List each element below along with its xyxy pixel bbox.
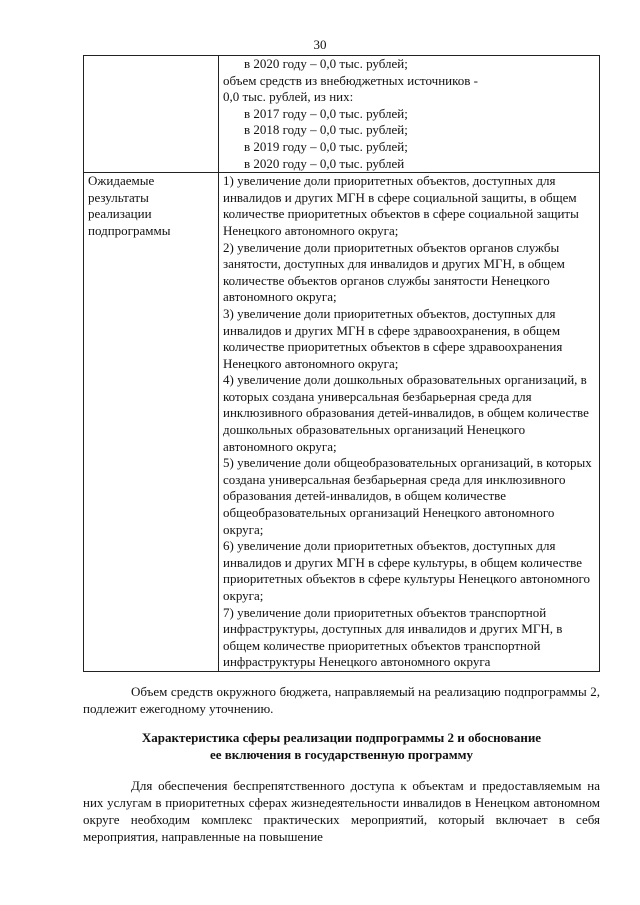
table-row-expected-results xyxy=(84,173,600,672)
result-item: 6) увеличение доли приоритетных объектов, доступных для инвалидов и других МГН в сфере культуры, в общем количестве приоритетных объектов в сфере культуры Ненецкого автономного округа; xyxy=(223,538,591,603)
budget-note-paragraph xyxy=(83,683,600,717)
section-heading-line: ее включения в государственную программу xyxy=(209,747,473,762)
section-heading xyxy=(83,729,600,763)
funding-line: в 2017 году – 0,0 тыс. рублей; xyxy=(244,105,408,121)
funding-line: в 2019 году – 0,0 тыс. рублей; xyxy=(244,138,408,154)
budget-note-text: Объем средств окружного бюджета, направляемый на реализацию подпрограммы 2, подлежит ежегодному уточнению. xyxy=(83,684,600,716)
funding-cell xyxy=(219,56,600,173)
expected-results-label xyxy=(84,173,219,672)
funding-line: в 2020 году – 0,0 тыс. рублей xyxy=(244,155,405,171)
table-row-funding xyxy=(84,56,600,173)
result-item: 2) увеличение доли приоритетных объектов органов службы занятости, доступных для инвалидов и других МГН, в общем количестве объектов органов службы занятости Ненецкого автономного округа; xyxy=(223,239,565,305)
funding-line: объем средств из внебюджетных источников - xyxy=(223,72,478,88)
page-number: 30 xyxy=(313,37,327,52)
funding-line: 0,0 тыс. рублей, из них: xyxy=(223,89,354,105)
result-item: 3) увеличение доли приоритетных объектов, доступных для инвалидов и других МГН в сфере здравоохранения, в общем количестве приоритетных объектов в сфере здравоохранения Ненецкого автономного округа; xyxy=(223,305,563,371)
expected-results-list xyxy=(219,173,600,672)
result-item: 5) увеличение доли общеобразовательных организаций, в которых создана универсальная безбарьерная среда для инклюзивного образования детей-инвалидов, в общем количестве общеобразовательных организаций Ненецкого автономного округа; xyxy=(223,455,592,537)
funding-line: в 2020 году – 0,0 тыс. рублей; xyxy=(244,56,408,71)
section-body-text: Для обеспечения беспрепятственного доступа к объектам и предоставляемым на них услугам в приоритетных сферах жизнедеятельности инвалидов в Ненецком автономном округе необходим комплекс практических мероприятий, который включает в себя мероприятия, направленные на повышение xyxy=(83,778,600,844)
section-heading-line: Характеристика сферы реализации подпрограммы 2 и обоснование xyxy=(141,730,542,745)
section-body-paragraph xyxy=(83,777,600,845)
result-item: 4) увеличение доли дошкольных образовательных организаций, в которых создана универсальная безбарьерная среда для инклюзивного образования детей-инвалидов, в общем количестве дошкольных образовательных организаций Ненецкого автономного округа; xyxy=(223,372,589,454)
result-item: 7) увеличение доли приоритетных объектов транспортной инфраструктуры, доступных для инвалидов и других МГН, в общем количестве приоритетных объектов транспортной инфраструктуры Ненецкого автономного округа xyxy=(223,604,563,670)
funding-line: в 2018 году – 0,0 тыс. рублей; xyxy=(244,122,408,138)
result-item: 1) увеличение доли приоритетных объектов, доступных для инвалидов и других МГН в сфере социальной защиты, в общем количестве приоритетных объектов в сфере социальной защиты Ненецкого автономного округа; xyxy=(223,173,579,238)
subprogram-passport-table xyxy=(83,55,600,672)
label-line: реализации xyxy=(88,206,152,222)
label-line: Ожидаемые xyxy=(88,173,155,189)
label-line: результаты xyxy=(88,189,149,205)
label-line: подпрограммы xyxy=(88,222,171,238)
row-label-cell xyxy=(84,56,219,173)
